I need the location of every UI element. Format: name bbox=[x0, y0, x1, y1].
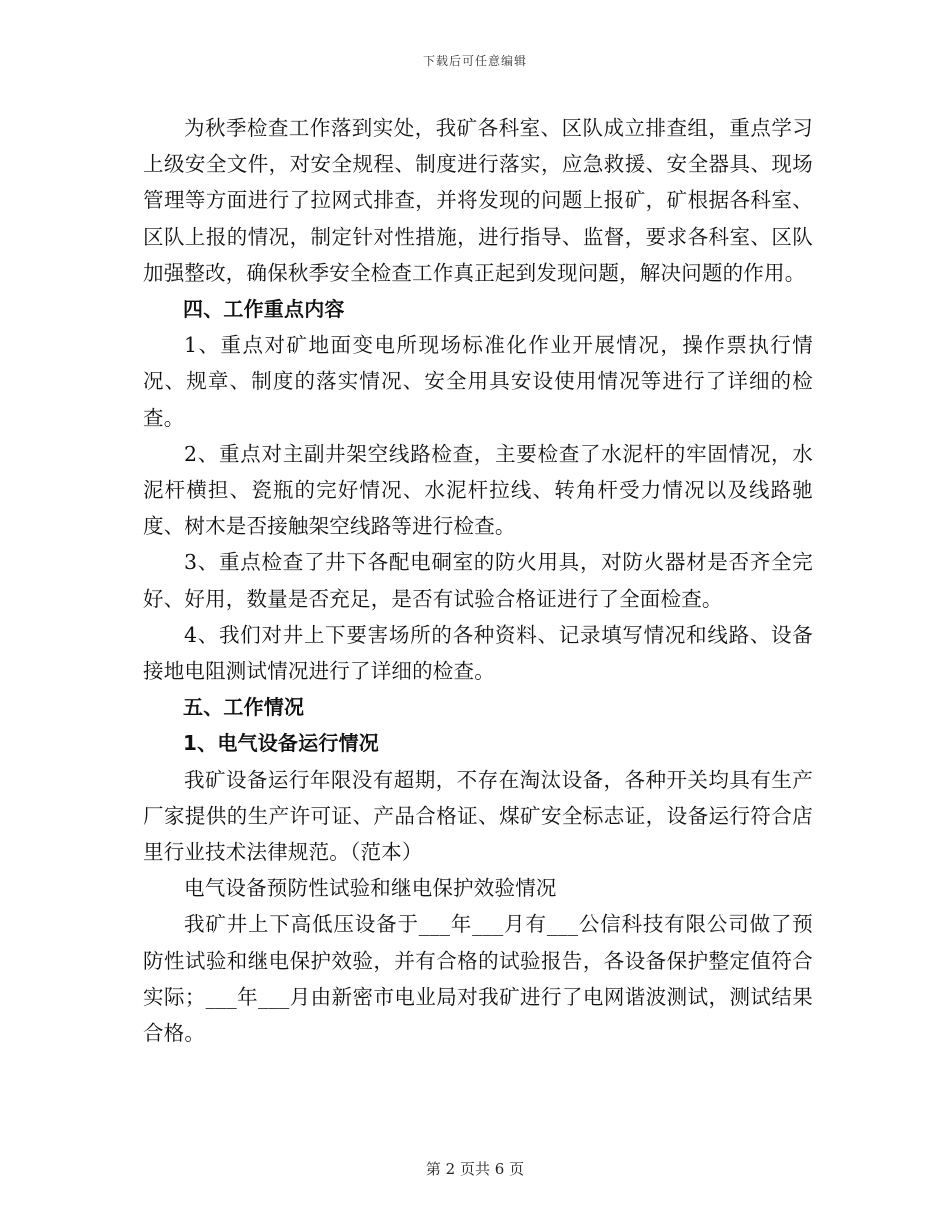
subsection-heading-1: 1、电气设备运行情况 bbox=[183, 731, 379, 756]
paragraph-equipment-operation: 我矿设备运行年限没有超期，不存在淘汰设备，各种开关均具有生产厂家提供的生产许可证、产品合格证、煤矿安全标志证，设备运行符合店里行业技术法律规范。（范本） bbox=[143, 767, 813, 865]
paragraph-item-1: 1、重点对矿地面变电所现场标准化作业开展情况，操作票执行情况、规章、制度的落实情况、安全用具安设使用情况等进行了详细的检查。 bbox=[143, 333, 813, 430]
paragraph-item-4: 4、我们对井上下要害场所的各种资料、记录填写情况和线路、设备接地电阻测试情况进行了详细的检查。 bbox=[143, 622, 813, 684]
paragraph-intro: 为秋季检查工作落到实处，我矿各科室、区队成立排查组，重点学习上级安全文件，对安全规程、制度进行落实，应急救援、安全器具、现场管理等方面进行了拉网式排查，并将发现的问题上报矿，矿根据各科室、区队上报的情况，制定针对性措施，进行指导、监督，要求各科室、区队加强整改，确保秋季安全检查工作真正起到发现问题，解决问题的作用。 bbox=[143, 116, 813, 285]
page-header: 下载后可任意编辑 bbox=[422, 54, 527, 68]
section-heading-5: 五、工作情况 bbox=[183, 695, 305, 720]
paragraph-item-2: 2、重点对主副井架空线路检查，主要检查了水泥杆的牢固情况，水泥杆横担、瓷瓶的完好情况、水泥杆拉线、转角杆受力情况以及线路驰度、树木是否接触架空线路等进行检查。 bbox=[143, 441, 813, 539]
document-body bbox=[143, 110, 813, 1051]
section-heading-4: 四、工作重点内容 bbox=[183, 297, 345, 322]
paragraph-subtitle-testing: 电气设备预防性试验和继电保护效验情况 bbox=[184, 876, 557, 901]
page-number-footer: 第 2 页共 6 页 bbox=[425, 1160, 525, 1178]
paragraph-item-3: 3、重点检查了井下各配电硐室的防火用具，对防火器材是否齐全完好、好用，数量是否充足，是否有试验合格证进行了全面检查。 bbox=[143, 550, 813, 611]
paragraph-testing-details: 我矿井上下高低压设备于___年___月有___公信科技有限公司做了预防性试验和继电保护效验，并有合格的试验报告，各设备保护整定值符合实际；___年___月由新密市电业局对我矿进行了电网谐波测试，测试结果合格。 bbox=[143, 912, 813, 1046]
